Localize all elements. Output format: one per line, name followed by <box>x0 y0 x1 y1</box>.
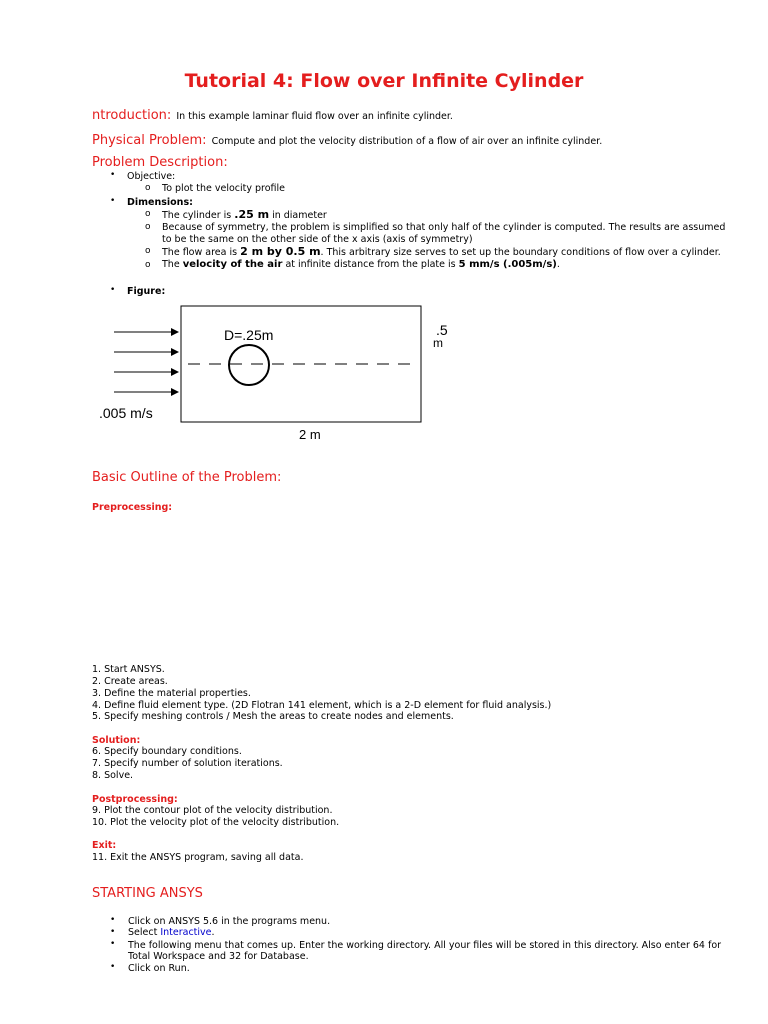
bullet-icon: • <box>110 962 116 972</box>
solution-step: 6. Specify boundary conditions. <box>92 746 242 757</box>
start-item-3-line1: The following menu that comes up. Enter the working directory. All your files will be stored in this directory. Also enter 64 for <box>128 940 722 951</box>
bullet-icon: • <box>110 927 116 937</box>
start-item-2 <box>128 927 215 938</box>
dimension-item-3 <box>162 245 721 258</box>
page-title: Tutorial 4: Flow over Infinite Cylinder <box>184 70 584 92</box>
pre-step: 5. Specify meshing controls / Mesh the areas to create nodes and elements. <box>92 711 454 722</box>
exit-step: 11. Exit the ANSYS program, saving all data. <box>92 852 304 863</box>
postprocessing-label: Postprocessing: <box>92 794 178 805</box>
width-label: 2 m <box>299 427 321 442</box>
dim1-pre: The cylinder is <box>162 210 232 221</box>
start-item-2-pre: Select <box>128 927 158 938</box>
pre-step: 1. Start ANSYS. <box>92 664 165 675</box>
circle-bullet-icon: o <box>145 222 151 232</box>
height-unit: m <box>433 336 443 350</box>
pre-step: 3. Define the material properties. <box>92 688 251 699</box>
height-number: .5 <box>436 322 448 338</box>
dim4-end: . <box>556 259 560 270</box>
physical-problem-label: Physical Problem: <box>92 133 207 148</box>
exit-label: Exit: <box>92 840 117 851</box>
dimension-item-1 <box>162 208 327 221</box>
dim1-post: in diameter <box>272 210 327 221</box>
physical-problem-line <box>92 129 602 148</box>
dim4-bold: velocity of the air <box>182 259 283 270</box>
start-item-2-post: . <box>211 927 215 938</box>
circle-bullet-icon: o <box>145 246 151 256</box>
pre-step: 4. Define fluid element type. (2D Flotran 141 element, which is a 2-D element for fluid analysis.) <box>92 700 552 711</box>
dimension-item-2-line1: Because of symmetry, the problem is simplified so that only half of the cylinder is computed. The results are assumed <box>162 222 726 233</box>
dim4-pre: The <box>162 259 180 270</box>
dim3-post: . This arbitrary size serves to set up the boundary conditions of flow over a cylinder. <box>320 247 721 258</box>
bullet-icon: • <box>110 285 116 295</box>
cylinder-circle <box>229 345 269 385</box>
post-step: 9. Plot the contour plot of the velocity distribution. <box>92 805 333 816</box>
intro-label: ntroduction: <box>92 108 172 123</box>
start-item-1: Click on ANSYS 5.6 in the programs menu. <box>128 916 331 927</box>
dim3-pre: The flow area is <box>162 247 238 258</box>
start-item-3-line2: Total Workspace and 32 for Database. <box>128 951 309 962</box>
pre-step: 2. Create areas. <box>92 676 168 687</box>
problem-description-heading: Problem Description: <box>92 155 228 170</box>
dimension-item-4 <box>162 259 560 270</box>
circle-bullet-icon: o <box>145 183 151 193</box>
circle-bullet-icon: o <box>145 260 151 270</box>
diameter-label: D=.25m <box>224 327 274 343</box>
dimension-item-2-line2: to be the same on the other side of the x axis (axis of symmetry) <box>162 234 473 245</box>
dim4-mid: at infinite distance from the plate is <box>285 259 456 270</box>
dim1-value: .25 m <box>234 208 270 221</box>
velocity-label: .005 m/s <box>99 405 153 421</box>
physical-problem-text: Compute and plot the velocity distribution of a flow of air over an infinite cylinder. <box>211 136 603 147</box>
objective-label: Objective: <box>127 171 176 182</box>
intro-line <box>92 104 453 123</box>
intro-text: In this example laminar fluid flow over an infinite cylinder. <box>176 111 453 122</box>
solution-step: 7. Specify number of solution iterations. <box>92 758 283 769</box>
starting-ansys-heading: STARTING ANSYS <box>92 886 203 901</box>
objective-item: To plot the velocity profile <box>162 183 286 194</box>
preprocessing-label: Preprocessing: <box>92 502 173 513</box>
solution-label: Solution: <box>92 735 141 746</box>
figure-label: Figure: <box>127 286 166 297</box>
bullet-icon: • <box>110 939 116 949</box>
circle-bullet-icon: o <box>145 209 151 219</box>
flow-diagram <box>90 300 460 450</box>
solution-step: 8. Solve. <box>92 770 134 781</box>
dimensions-label: Dimensions: <box>127 197 193 208</box>
dim4-value: 5 mm/s (.005m/s) <box>458 259 557 270</box>
bullet-icon: • <box>110 915 116 925</box>
interactive-link[interactable]: Interactive <box>160 927 212 938</box>
start-item-4: Click on Run. <box>128 963 190 974</box>
bullet-icon: • <box>110 170 116 180</box>
bullet-icon: • <box>110 196 116 206</box>
dim3-value: 2 m by 0.5 m <box>240 245 321 258</box>
post-step: 10. Plot the velocity plot of the velocity distribution. <box>92 817 340 828</box>
outline-heading: Basic Outline of the Problem: <box>92 470 282 485</box>
